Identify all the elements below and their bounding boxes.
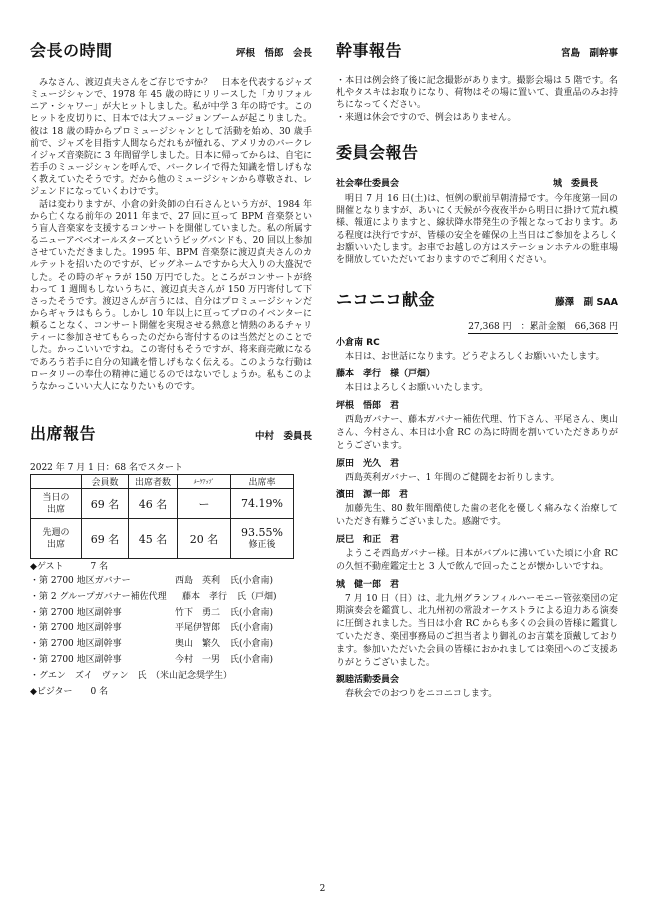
guest-name: 平尾伊智郎 (175, 623, 221, 634)
committee-text: 明日 7 月 16 日(土)は、恒例の駅前早朝清掃です。今年度第一回の開催となりますが、あいにく天候が今夜夜半から明日に掛けて荒れ模様、報道によりますと、線状降水帯発生の予報となっております。ある程度は決行ですが、皆様の安全を確保の上当日はご参加をよろしくお願いいたします。お車でお越しの方はステーションホテルの駐車場を開放していただいておりますのでご利用ください。 (336, 193, 618, 266)
president-title: 会長の時間 (30, 41, 113, 60)
row-label-line: 出席 (46, 539, 65, 550)
header-cell: 出席者数 (129, 475, 178, 489)
guest-name: 奥山 繁久 (175, 639, 221, 650)
nikoniko-entry (336, 366, 618, 395)
nikoniko-entry (336, 456, 618, 485)
attendance-header (30, 421, 312, 444)
guest-row (30, 637, 312, 653)
attendance-header-row (31, 475, 294, 489)
header-cell: 出席率 (231, 475, 294, 489)
attendance-title: 出席報告 (30, 424, 97, 444)
header-cell (31, 475, 82, 489)
entry-name: 原田 光久 君 (336, 458, 400, 469)
row-label (31, 519, 82, 559)
attendance-date: 2022 年 7 月 1 日：68 名でスタート (30, 463, 183, 474)
attendance-author: 中村 委員長 (254, 431, 312, 443)
nikoniko-amount-wrap (336, 314, 618, 333)
entry-message: 加藤先生、80 数年間酷使した歯の老化を優しく痛みなく治療していただき有難うございました。感謝です。 (336, 504, 618, 528)
guest-row (30, 606, 312, 622)
guest-role: ・第 2700 地区ガバナー (30, 576, 131, 587)
committee-author: 城 委員長 (552, 178, 598, 189)
nikoniko-entry (336, 672, 618, 701)
rate-cell (231, 519, 294, 559)
row-label-line: 出席 (46, 504, 65, 515)
makeup-cell: 20 名 (178, 519, 231, 559)
nikoniko-entry (336, 487, 618, 529)
guest-row (30, 590, 312, 606)
secretary-body (336, 75, 618, 124)
guest-role: ・第 2700 地区副幹事 (30, 623, 122, 634)
secretary-item: ・本日は例会終了後に記念撮影があります。撮影会場は 5 階です。名札やタスキはお取りになり、荷物はその場に置いて、貴重品のみお持ちになってください。 (336, 76, 618, 111)
header-cell: ﾒｰｸｱｯﾌﾟ (178, 475, 231, 489)
guest-row (30, 669, 312, 685)
entry-name: 親睦活動委員会 (336, 675, 400, 686)
nikoniko-entry (336, 532, 618, 574)
guest-club: 氏（戸畑) (237, 591, 277, 602)
guest-row (30, 621, 312, 637)
makeup-cell: ー (178, 489, 231, 519)
right-column (336, 38, 618, 701)
entry-message: 西島ガバナー、藤本ガバナー補佐代理、竹下さん、平尾さん、奥山さん、今村さん、本日は小倉 RC の為に時間を割いていただきありがとうございます。 (336, 415, 618, 451)
president-header (30, 38, 312, 61)
members-cell: 69 名 (82, 489, 129, 519)
row-label (31, 489, 82, 519)
committee-name: 社会奉仕委員会 (336, 178, 400, 189)
entry-message: 本日は、お世話になります。どうぞよろしくお願いいたします。 (345, 351, 605, 362)
nikoniko-header (336, 287, 618, 310)
guest-name: 竹下 勇二 (175, 607, 221, 618)
guest-row (30, 653, 312, 669)
entry-message: 春秋会でのおつりをニコニコします。 (345, 689, 498, 700)
guest-scholar: ・グエン ズイ ヴァン 氏 （米山記念奨学生） (30, 670, 233, 681)
committee-header (336, 140, 618, 163)
guest-row (30, 574, 312, 590)
secretary-author: 宮島 副幹事 (560, 48, 618, 59)
president-paragraph: 話は変わりますが、小倉の針灸師の白石さんという方が、1984 年から亡くなる前年の 2011 年まで、27 回に亘って BPM 音楽祭という盲人音楽家を支援するコンサートを開催していました。私の所属するニューアベベオールスターズというビッグバンドも、20 回以上参加させていただきました。1995 年、BPM 音楽祭に渡辺貞夫さんのカルテットを招いたのですが、ビッグネームですから大入りの大盛況でした。その時のギャラが 150 万円でした。ところがコンサートが終わって 1 週間もしないうちに、渡辺貞夫さんが 150 万円寄付して下さったそうです。渡辺さんが言うには、自分はプロミュージシャンだからギャラはもらう。しかし 10 年以上に亘ってプロのイベンターに頼ることなく、コンサート開催を実現させる熱意と情熱のあるチャリティーに参加させてもらったのだから寄付するのは当然だとのことでした。かっこいいですね。この寄付もそうですが、将来商売敵になるであろう若手に自分の知識を惜しげもなく伝える。このような行動はロータリーの奉仕の精神に通じるのではないでしょうか。私もこのようなかっこいい大人になりたいものです。 (30, 199, 312, 392)
guest-club: 氏(小倉南) (230, 639, 274, 650)
nikoniko-entry (336, 335, 618, 364)
attendance-row (31, 489, 294, 519)
attendees-cell: 46 名 (129, 489, 178, 519)
rate-note: 修正後 (248, 539, 276, 550)
row-label-line: 当日の (42, 492, 70, 503)
entry-name: 小倉南 RC (336, 337, 380, 348)
secretary-header (336, 38, 618, 61)
president-body (30, 77, 312, 393)
guest-role: ・第 2700 地区副幹事 (30, 607, 122, 618)
guest-club: 氏(小倉南) (230, 623, 274, 634)
left-column (30, 38, 312, 700)
guest-label: ◆ゲスト 7 名 (30, 562, 109, 573)
attendees-cell: 45 名 (129, 519, 178, 559)
guest-club: 氏(小倉南) (230, 576, 274, 587)
entry-message: 本日はよろしくお願いいたします。 (345, 383, 489, 394)
secretary-title: 幹事報告 (336, 41, 403, 60)
guest-club: 氏(小倉南) (230, 607, 274, 618)
visitor-label: ◆ビジター 0 名 (30, 686, 109, 697)
entry-message: 西島英利ガバナー、1 年間のご健闘をお祈りします。 (345, 472, 560, 483)
nikoniko-entries (336, 335, 618, 702)
guest-name: 西島 英利 (175, 576, 221, 587)
attendance-row (31, 519, 294, 559)
row-label-line: 先週の (42, 527, 70, 538)
president-paragraph: みなさん、渡辺貞夫さんをご存じですか？ 日本を代表するジャズミュージシャンで、1978 年 45 歳の時にリリースした「カリフォルニア・シャワー」が大ヒットしました。私が中学 3 年の時です。このヒットを皮切りに、日本では大フュージョンブームが起こりました。彼は 18 歳の時からプロミュージシャンとして活動を始め、30 歳手前で、ジャズを目指す人間ならだれもが憧れる、アメリカのバークレイジャズ音楽院に 3 年間留学しました。日本に帰ってからは、自宅に若手のミュージシャンを呼んで、バークレイで得た知識を惜しげもなく教えていたそうです。だから他のミュージシャンから尊敬され、レジェンドになっていくわけです。 (30, 78, 312, 198)
guest-name: 今村 一男 (175, 655, 221, 666)
entry-name: 城 健一郎 君 (336, 579, 400, 590)
entry-message: 7 月 10 日（日）は、北九州グランフィルハーモニー管弦楽団の定期演奏会を鑑賞し、北九州初の常設オーケストラによる迫力ある演奏に圧倒されました。当日は小倉 RC からも多くの会員の皆様に鑑賞していただき、楽団事務局のご担当者より御礼のお言葉を頂戴しております。参加いただいた会員の皆様におかれましては楽団へのご支援ありがとうございました。 (336, 593, 618, 668)
guest-club: 氏(小倉南) (230, 655, 274, 666)
entry-name: 藤本 孝行 様（戸畑） (336, 369, 436, 380)
nikoniko-author: 藤澤 副 SAA (555, 296, 618, 308)
visitor-row (30, 685, 312, 701)
nikoniko-entry (336, 398, 618, 452)
attendance-table (30, 474, 294, 559)
guest-role: ・第 2700 地区副幹事 (30, 655, 122, 666)
guest-role: ・第 2 グループガバナー補佐代理 (30, 591, 167, 602)
header-cell: 会員数 (82, 475, 129, 489)
rate-cell: 74.19% (231, 489, 294, 519)
guest-list (30, 574, 312, 700)
committee-title: 委員会報告 (336, 142, 419, 162)
entry-name: 濱田 源一郎 君 (336, 490, 409, 501)
nikoniko-amount: 27,368 円 ：累計金額 66,368 円 (468, 321, 618, 332)
entry-name: 辰巳 和正 君 (336, 534, 400, 545)
entry-name: 坪根 悟郎 君 (336, 401, 400, 412)
secretary-item: ・来週は休会ですので、例会はありません。 (336, 112, 517, 123)
rate-value: 93.55% (241, 525, 283, 539)
committee-subheader (336, 176, 618, 189)
members-cell: 69 名 (82, 519, 129, 559)
president-author: 坪根 悟郎 会長 (235, 48, 312, 59)
guest-name: 藤本 孝行 (182, 591, 228, 602)
nikoniko-entry (336, 577, 618, 670)
page-number: 2 (319, 884, 326, 894)
guest-role: ・第 2700 地区副幹事 (30, 639, 122, 650)
entry-message: ようこそ西島ガバナー様。日本がバブルに沸いていた頃に小倉 RC の久恒不動産鑑定士と 3 人で飲んで回ったことが懐かしいですね。 (336, 548, 618, 572)
nikoniko-title: ニコニコ献金 (336, 289, 436, 309)
